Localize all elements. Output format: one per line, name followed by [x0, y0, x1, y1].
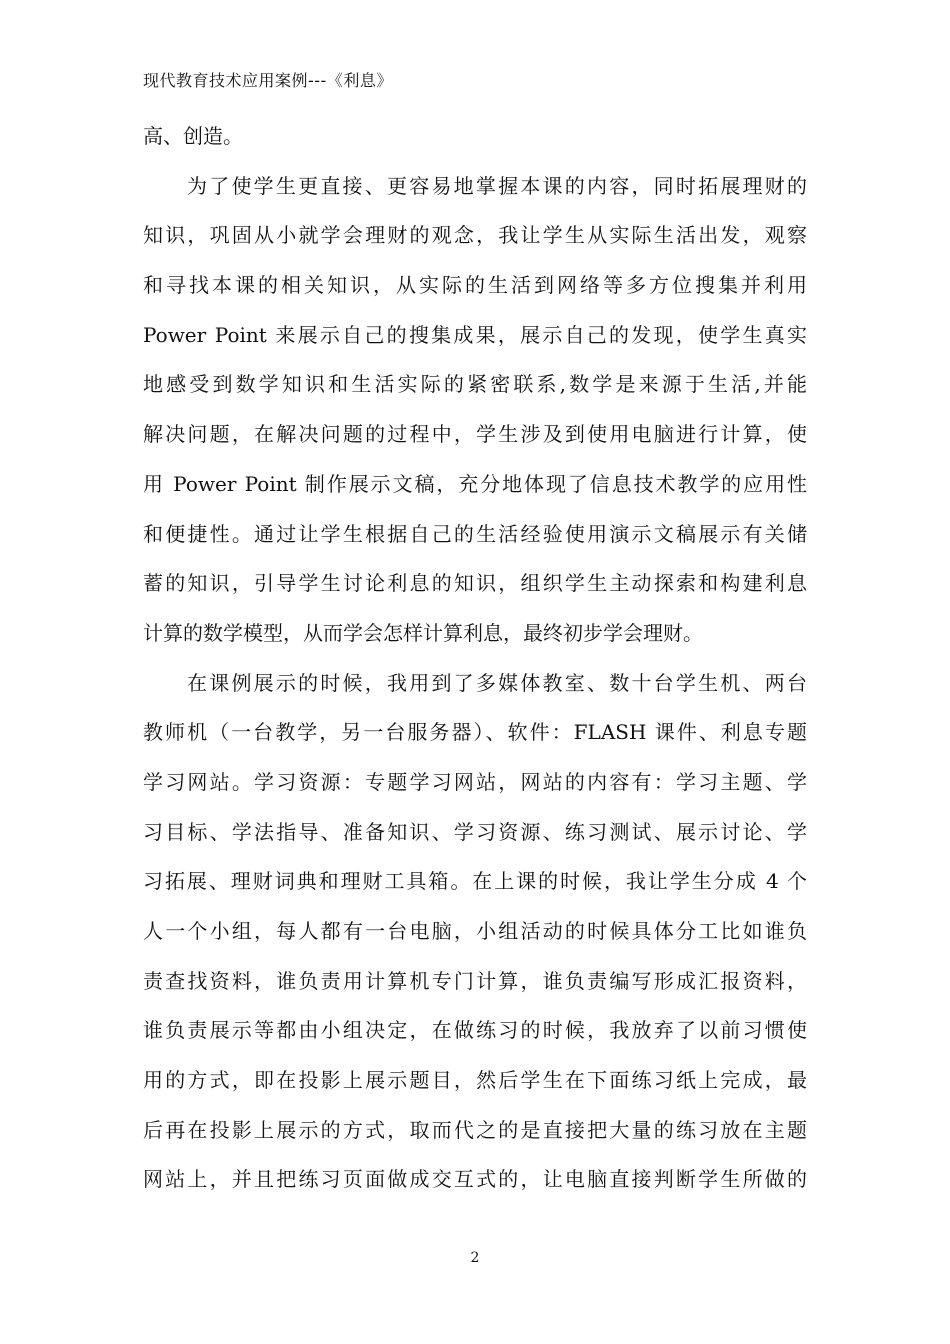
text-line: 责查找资料，谁负责用计算机专门计算，谁负责编写形成汇报资料， — [143, 968, 807, 993]
text-line: 用的方式，即在投影上展示题目，然后学生在下面练习纸上完成，最 — [143, 1068, 807, 1093]
text-line: 计算的数学模型，从而学会怎样计算利息，最终初步学会理财。 — [143, 620, 703, 645]
text-line: 人一个小组，每人都有一台电脑，小组活动的时候具体分工比如谁负 — [143, 919, 807, 943]
text-line: 解决问题，在解决问题的过程中，学生涉及到使用电脑进行计算，使 — [143, 422, 807, 447]
text-line: 习拓展、理财词典和理财工具箱。在上课的时候，我让学生分成 4 个 — [143, 869, 807, 894]
text-line: 学习网站。学习资源：专题学习网站，网站的内容有：学习主题、学 — [143, 769, 807, 794]
text-line: 用 Power Point 制作展示文稿，充分地体现了信息技术教学的应用性 — [143, 471, 807, 496]
text-line: 后再在投影上展示的方式，取而代之的是直接把大量的练习放在主题 — [143, 1117, 807, 1142]
body-text — [143, 112, 807, 1205]
text-line: 习目标、学法指导、准备知识、学习资源、练习测试、展示讨论、学 — [143, 819, 807, 844]
running-header: 现代教育技术应用案例---《利息》 — [143, 71, 393, 90]
text-line: 地感受到数学知识和生活实际的紧密联系,数学是来源于生活,并能 — [143, 372, 807, 397]
text-line: 和寻找本课的相关知识，从实际的生活到网络等多方位搜集并利用 — [143, 273, 807, 298]
text-line: 蓄的知识，引导学生讨论利息的知识，组织学生主动探索和构建利息 — [143, 571, 807, 596]
text-line: 谁负责展示等都由小组决定，在做练习的时候，我放弃了以前习惯使 — [143, 1018, 807, 1043]
text-line: 为了使学生更直接、更容易地掌握本课的内容，同时拓展理财的 — [187, 173, 807, 198]
text-line: 高、创造。 — [143, 124, 243, 148]
text-line: 在课例展示的时候，我用到了多媒体教室、数十台学生机、两台 — [187, 670, 807, 695]
text-line: Power Point 来展示自己的搜集成果，展示自己的发现，使学生真实 — [143, 322, 807, 347]
text-line: 知识，巩固从小就学会理财的观念，我让学生从实际生活出发，观察 — [143, 223, 807, 248]
text-line: 和便捷性。通过让学生根据自己的生活经验使用演示文稿展示有关储 — [143, 521, 807, 546]
text-line: 网站上，并且把练习页面做成交互式的，让电脑直接判断学生所做的 — [143, 1167, 807, 1192]
page-number: 2 — [470, 1250, 480, 1266]
text-line: 教师机（一台教学，另一台服务器）、软件：FLASH 课件、利息专题 — [143, 720, 807, 745]
